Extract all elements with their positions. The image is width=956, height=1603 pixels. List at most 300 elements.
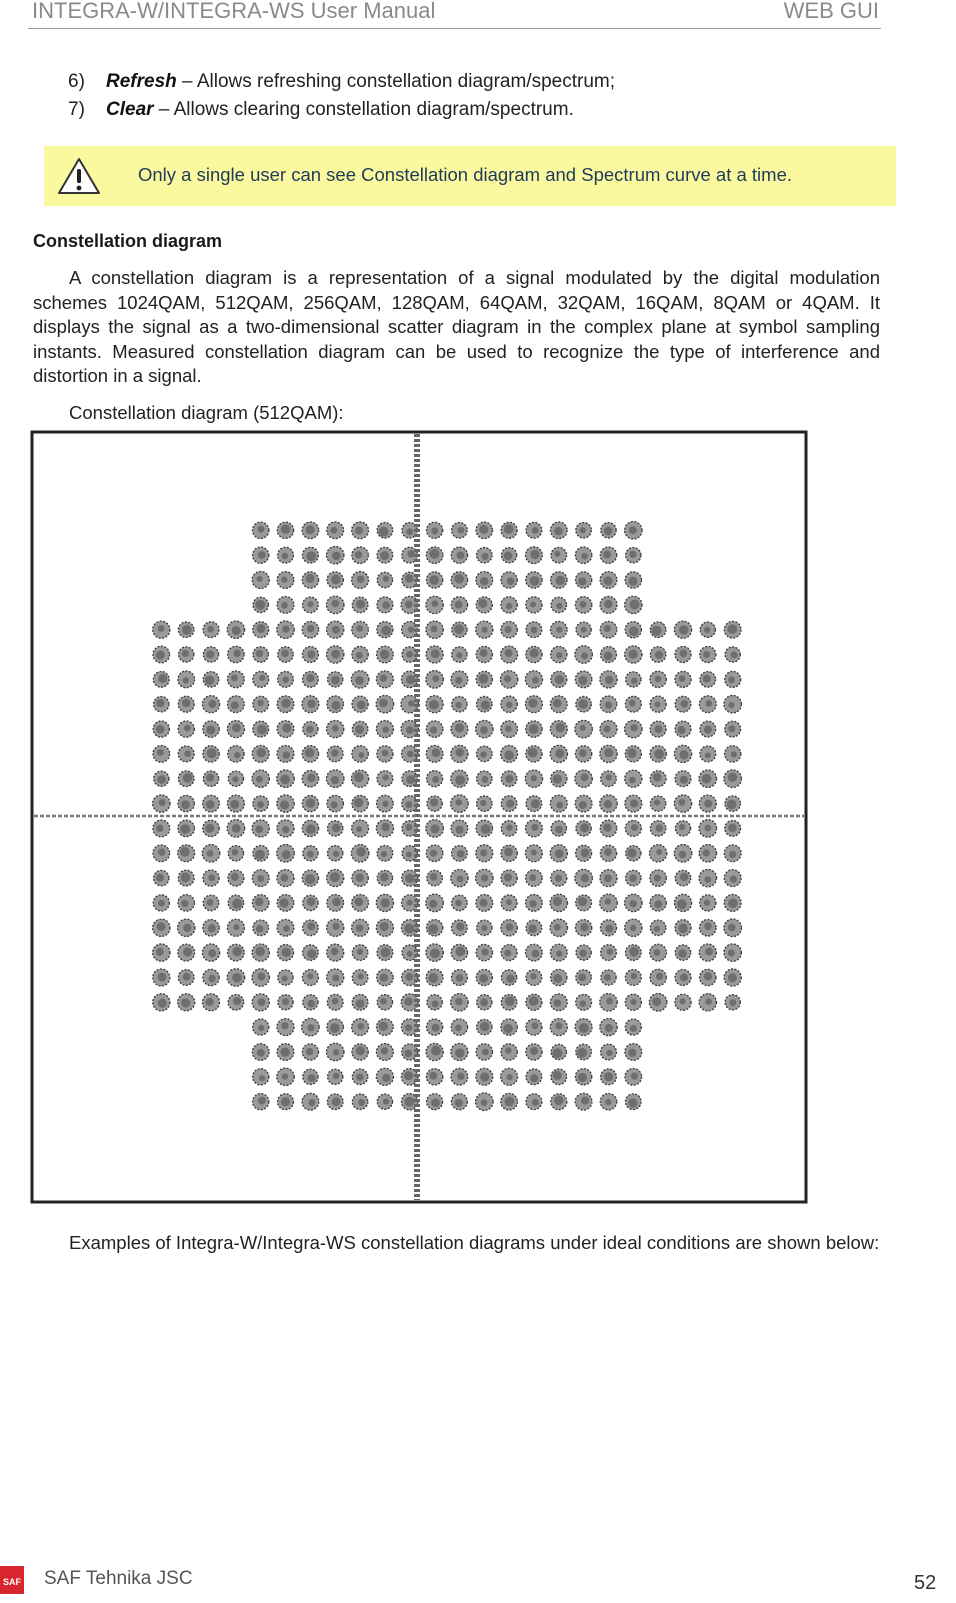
constellation-point xyxy=(601,647,617,663)
constellation-point xyxy=(178,795,194,811)
constellation-point xyxy=(476,1093,494,1111)
constellation-point xyxy=(228,944,245,961)
constellation-point xyxy=(203,672,219,688)
constellation-point xyxy=(203,920,219,936)
constellation-point xyxy=(451,671,468,688)
constellation-point xyxy=(626,672,641,687)
constellation-point xyxy=(178,895,195,912)
constellation-point xyxy=(426,845,443,862)
list-term: Refresh xyxy=(106,71,177,92)
constellation-point xyxy=(228,746,244,762)
constellation-point xyxy=(327,994,343,1010)
constellation-point xyxy=(477,796,492,811)
constellation-point xyxy=(377,1094,392,1109)
constellation-point xyxy=(601,970,616,985)
constellation-point xyxy=(576,622,591,637)
constellation-point xyxy=(600,870,617,887)
constellation-point xyxy=(575,920,591,936)
constellation-point xyxy=(501,696,517,712)
constellation-point xyxy=(252,895,269,912)
constellation-point xyxy=(426,547,443,564)
saf-logo xyxy=(0,1566,24,1594)
constellation-point xyxy=(575,1069,591,1085)
constellation-point xyxy=(327,870,344,887)
warning-icon xyxy=(56,156,102,196)
constellation-point xyxy=(551,969,567,985)
constellation-point xyxy=(699,845,716,862)
constellation-point xyxy=(277,572,294,589)
constellation-point xyxy=(675,970,691,986)
constellation-point xyxy=(203,647,218,662)
constellation-point xyxy=(650,920,665,935)
constellation-point xyxy=(650,821,666,837)
constellation-point xyxy=(376,1068,393,1085)
manual-title: INTEGRA-W/INTEGRA-WS User Manual xyxy=(32,0,436,23)
constellation-point xyxy=(203,721,219,737)
constellation-point xyxy=(377,771,393,787)
constellation-point xyxy=(278,1094,294,1110)
constellation-point xyxy=(526,870,543,887)
constellation-point xyxy=(551,1069,567,1085)
constellation-point xyxy=(699,820,717,838)
closing-text: Examples of Integra-W/Integra-WS constellation diagrams under ideal conditions are shown below: xyxy=(69,1232,880,1253)
paragraph-text: A constellation diagram is a representation of a signal modulated by the digital modulation schemes 1024QAM, 512QAM, 256QAM, 128QAM, 64QAM, 32QAM, 16QAM, 8QAM or 4QAM. It displays the signal as a two-dimensional scatter diagram in the complex plane at symbol sampling instants. Measured constellation diagram can be used to recognize the type of interference and distortion in a signal. xyxy=(33,267,880,386)
constellation-point xyxy=(178,845,195,862)
constellation-point xyxy=(452,696,467,711)
constellation-point xyxy=(575,671,592,688)
constellation-point xyxy=(328,846,343,861)
constellation-point xyxy=(625,1068,642,1085)
constellation-point xyxy=(724,969,741,986)
constellation-point xyxy=(674,621,691,638)
constellation-point xyxy=(675,920,691,936)
constellation-point xyxy=(153,969,170,986)
constellation-point xyxy=(451,597,467,613)
list-description: – Allows refreshing constellation diagram/spectrum; xyxy=(176,71,616,92)
constellation-point xyxy=(352,597,368,613)
constellation-point xyxy=(153,621,170,638)
constellation-point xyxy=(302,1018,320,1036)
constellation-point xyxy=(476,1068,493,1085)
constellation-point xyxy=(699,795,716,812)
constellation-point xyxy=(650,870,666,886)
constellation-point xyxy=(526,796,542,812)
constellation-point xyxy=(153,994,170,1011)
constellation-point xyxy=(550,894,567,911)
constellation-point xyxy=(303,597,319,613)
constellation-point xyxy=(253,522,269,538)
constellation-point xyxy=(277,870,294,887)
constellation-point xyxy=(550,994,567,1011)
constellation-point xyxy=(202,994,219,1011)
constellation-point xyxy=(352,572,369,589)
constellation-point xyxy=(426,572,442,588)
section-name: WEB GUI xyxy=(783,0,879,23)
constellation-point xyxy=(252,994,269,1011)
constellation-point xyxy=(302,1044,318,1060)
constellation-point xyxy=(352,970,368,986)
constellation-point xyxy=(477,746,493,762)
constellation-point xyxy=(426,746,443,763)
constellation-point xyxy=(699,944,716,961)
constellation-point xyxy=(625,945,641,961)
constellation-point xyxy=(328,1069,343,1084)
constellation-point xyxy=(452,895,468,911)
constellation-point xyxy=(178,622,194,638)
constellation-point xyxy=(725,671,741,687)
constellation-point xyxy=(625,1019,641,1035)
constellation-point xyxy=(278,970,293,985)
constellation-point xyxy=(675,771,691,787)
constellation-point xyxy=(303,672,319,688)
constellation-point xyxy=(227,795,244,812)
constellation-point xyxy=(525,696,542,713)
constellation-point xyxy=(526,597,542,613)
constellation-point xyxy=(526,646,542,662)
constellation-point xyxy=(302,572,318,588)
constellation-point xyxy=(327,919,344,936)
constellation-point xyxy=(228,846,243,861)
constellation-point xyxy=(303,846,318,861)
constellation-point xyxy=(352,721,368,737)
constellation-point xyxy=(576,945,591,960)
constellation-point xyxy=(600,671,617,688)
constellation-point xyxy=(526,721,542,737)
constellation-point xyxy=(228,671,245,688)
constellation-point xyxy=(674,795,691,812)
constellation-point xyxy=(526,522,542,538)
constellation-point xyxy=(178,820,195,837)
constellation-point xyxy=(376,671,393,688)
constellation-point xyxy=(302,547,318,563)
constellation-point xyxy=(253,1094,269,1110)
constellation-point xyxy=(477,696,492,711)
constellation-point xyxy=(277,919,294,936)
constellation-point xyxy=(451,944,467,960)
constellation-point xyxy=(551,646,567,662)
constellation-point xyxy=(252,745,269,762)
constellation-point xyxy=(277,845,295,863)
constellation-point xyxy=(426,894,444,912)
constellation-point xyxy=(625,919,642,936)
constellation-point xyxy=(376,919,393,936)
constellation-point xyxy=(625,1044,642,1061)
constellation-point xyxy=(477,920,492,935)
constellation-point xyxy=(178,696,194,712)
constellation-point xyxy=(600,621,617,638)
constellation-point xyxy=(451,795,469,813)
constellation-point xyxy=(501,597,517,613)
constellation-point xyxy=(649,994,667,1012)
constellation-point xyxy=(625,646,642,663)
constellation-point xyxy=(377,945,393,961)
constellation-point xyxy=(526,920,542,936)
constellation-point xyxy=(277,895,294,912)
constellation-point xyxy=(576,845,592,861)
constellation-point xyxy=(725,821,741,837)
constellation-point xyxy=(302,746,318,762)
constellation-point xyxy=(277,621,295,639)
constellation-point xyxy=(451,1068,468,1085)
constellation-point xyxy=(626,846,641,861)
constellation-point xyxy=(476,720,493,737)
constellation-point xyxy=(600,721,617,738)
constellation-point xyxy=(600,994,618,1012)
constellation-point xyxy=(228,771,243,786)
footer-company: SAF Tehnika JSC xyxy=(44,1568,193,1589)
constellation-point xyxy=(351,770,368,787)
constellation-point xyxy=(452,622,467,637)
constellation-point xyxy=(625,720,642,737)
constellation-point xyxy=(476,621,493,638)
constellation-point xyxy=(724,621,741,638)
constellation-point xyxy=(327,522,344,539)
constellation-point xyxy=(402,895,418,911)
constellation-point xyxy=(451,770,468,787)
constellation-point xyxy=(153,820,170,837)
list-number: 7) xyxy=(68,99,85,120)
constellation-point xyxy=(277,745,294,762)
constellation-point xyxy=(725,746,741,762)
constellation-point xyxy=(377,795,394,812)
constellation-point xyxy=(451,970,467,986)
constellation-point xyxy=(427,796,442,811)
constellation-point xyxy=(426,596,443,613)
constellation-point xyxy=(203,771,218,786)
constellation-point xyxy=(377,572,392,587)
constellation-point xyxy=(326,1043,343,1060)
list-item xyxy=(68,68,615,96)
constellation-point xyxy=(352,1094,367,1109)
constellation-point xyxy=(352,547,369,564)
constellation-point xyxy=(600,920,616,936)
constellation-point xyxy=(277,1019,294,1036)
list-description: – Allows clearing constellation diagram/spectrum. xyxy=(153,99,574,120)
constellation-point xyxy=(477,771,492,786)
constellation-point xyxy=(525,671,542,688)
constellation-point xyxy=(451,1019,467,1035)
constellation-point xyxy=(178,944,195,961)
constellation-point xyxy=(277,597,294,614)
constellation-point xyxy=(550,522,567,539)
constellation-point xyxy=(600,696,617,713)
constellation-point xyxy=(203,969,219,985)
constellation-point xyxy=(277,820,294,837)
constellation-point xyxy=(202,696,219,713)
constellation-point xyxy=(451,721,468,738)
constellation-point xyxy=(451,820,468,837)
constellation-point xyxy=(302,970,318,986)
constellation-point xyxy=(699,770,717,788)
constellation-point xyxy=(700,622,715,637)
constellation-point xyxy=(501,821,517,837)
constellation-point xyxy=(302,1093,319,1110)
constellation-point xyxy=(725,995,740,1010)
constellation-point xyxy=(376,894,393,911)
constellation-point xyxy=(550,721,567,738)
constellation-point xyxy=(601,523,616,538)
constellation-point xyxy=(601,771,617,787)
constellation-point xyxy=(178,870,194,886)
constellation-point xyxy=(476,572,493,589)
constellation-point xyxy=(501,870,517,886)
constellation-point xyxy=(202,845,220,863)
constellation-point xyxy=(625,770,642,787)
constellation-point xyxy=(327,1019,343,1035)
constellation-point xyxy=(501,548,516,563)
constellation-point xyxy=(252,870,269,887)
constellation-point xyxy=(278,647,293,662)
constellation-point xyxy=(178,970,194,986)
constellation-point xyxy=(724,845,741,862)
constellation-point xyxy=(253,696,269,712)
constellation-point xyxy=(576,523,592,539)
constellation-point xyxy=(477,995,492,1010)
constellation-point xyxy=(426,920,442,936)
constellation-point xyxy=(377,845,393,861)
constellation-point xyxy=(302,820,318,836)
constellation-point xyxy=(600,845,616,861)
constellation-point xyxy=(650,895,666,911)
constellation-point xyxy=(476,597,492,613)
constellation-point xyxy=(476,869,494,887)
constellation-point xyxy=(724,870,741,887)
constellation-point xyxy=(327,572,343,588)
constellation-point xyxy=(153,944,170,961)
constellation-point xyxy=(228,646,244,662)
constellation-point xyxy=(600,820,617,837)
constellation-point xyxy=(600,795,617,812)
note-box xyxy=(44,146,896,206)
constellation-point xyxy=(576,1044,592,1060)
list-number: 6) xyxy=(68,71,85,92)
constellation-point xyxy=(674,894,691,911)
constellation-point xyxy=(699,869,717,887)
constellation-point xyxy=(277,522,293,538)
constellation-point xyxy=(153,746,170,763)
constellation-point xyxy=(228,995,244,1011)
constellation-point xyxy=(153,646,170,663)
constellation-point xyxy=(352,522,369,539)
constellation-point xyxy=(476,646,492,662)
constellation-point xyxy=(352,1019,369,1036)
constellation-point xyxy=(153,895,169,911)
constellation-point xyxy=(302,621,319,638)
constellation-point xyxy=(352,795,368,811)
constellation-point xyxy=(426,1043,443,1060)
constellation-point xyxy=(525,845,542,862)
constellation-point xyxy=(327,795,343,811)
constellation-point xyxy=(228,895,244,911)
constellation-point xyxy=(526,572,542,588)
constellation-point xyxy=(179,647,194,662)
constellation-point xyxy=(452,845,468,861)
constellation-point xyxy=(227,721,244,738)
constellation-point xyxy=(501,1019,517,1035)
constellation-point xyxy=(501,622,517,638)
constellation-point xyxy=(277,795,294,812)
constellation-point xyxy=(477,547,493,563)
constellation-point xyxy=(550,845,567,862)
constellation-point xyxy=(302,770,318,786)
constellation-point xyxy=(352,919,369,936)
constellation-point xyxy=(501,522,517,538)
constellation-point xyxy=(451,745,468,762)
constellation-point xyxy=(377,646,394,663)
constellation-point xyxy=(575,770,592,787)
constellation-point xyxy=(575,547,591,563)
constellation-point xyxy=(601,945,617,961)
constellation-point xyxy=(277,770,295,788)
constellation-point xyxy=(402,870,418,886)
constellation-point xyxy=(700,672,716,688)
constellation-point xyxy=(600,745,617,762)
constellation-point xyxy=(377,597,393,613)
constellation-point xyxy=(724,695,742,713)
constellation-point xyxy=(526,746,542,762)
constellation-point xyxy=(426,1069,442,1085)
constellation-point xyxy=(376,695,394,713)
constellation-point xyxy=(227,621,244,638)
constellation-point xyxy=(227,919,244,936)
constellation-point xyxy=(725,647,740,662)
constellation-point xyxy=(575,720,593,738)
constellation-point xyxy=(352,820,369,837)
constellation-point xyxy=(426,820,444,838)
constellation-point xyxy=(526,994,542,1010)
constellation-point xyxy=(675,646,691,662)
constellation-point xyxy=(650,671,666,687)
constellation-point xyxy=(178,994,195,1011)
constellation-point xyxy=(377,622,393,638)
constellation-point xyxy=(352,746,368,762)
constellation-point xyxy=(277,696,294,713)
constellation-point xyxy=(526,1044,542,1060)
constellation-point xyxy=(674,845,692,863)
constellation-point xyxy=(426,969,443,986)
constellation-point xyxy=(377,522,393,538)
figure-caption: Constellation diagram (512QAM): xyxy=(69,402,344,423)
constellation-point xyxy=(451,572,467,588)
constellation-point xyxy=(550,919,567,936)
constellation-point xyxy=(700,746,716,762)
constellation-point xyxy=(699,994,716,1011)
constellation-point xyxy=(625,795,642,812)
constellation-point xyxy=(476,671,492,687)
constellation-point xyxy=(376,721,393,738)
constellation-point xyxy=(625,894,643,912)
constellation-point xyxy=(526,895,543,912)
constellation-point xyxy=(551,621,568,638)
constellation-point xyxy=(476,845,493,862)
body-paragraph xyxy=(33,266,880,389)
constellation-point xyxy=(402,846,417,861)
constellation-point xyxy=(202,944,219,961)
constellation-point xyxy=(625,746,641,762)
constellation-point xyxy=(575,1093,592,1110)
constellation-point xyxy=(376,1044,393,1061)
constellation-point xyxy=(575,572,591,588)
constellation-point xyxy=(154,697,169,712)
constellation-point xyxy=(427,522,443,538)
constellation-point xyxy=(327,895,344,912)
constellation-point xyxy=(675,945,690,960)
constellation-point xyxy=(452,523,468,539)
constellation-point xyxy=(352,696,368,712)
constellation-point xyxy=(203,622,219,638)
constellation-point xyxy=(476,969,492,985)
constellation-point xyxy=(501,970,516,985)
